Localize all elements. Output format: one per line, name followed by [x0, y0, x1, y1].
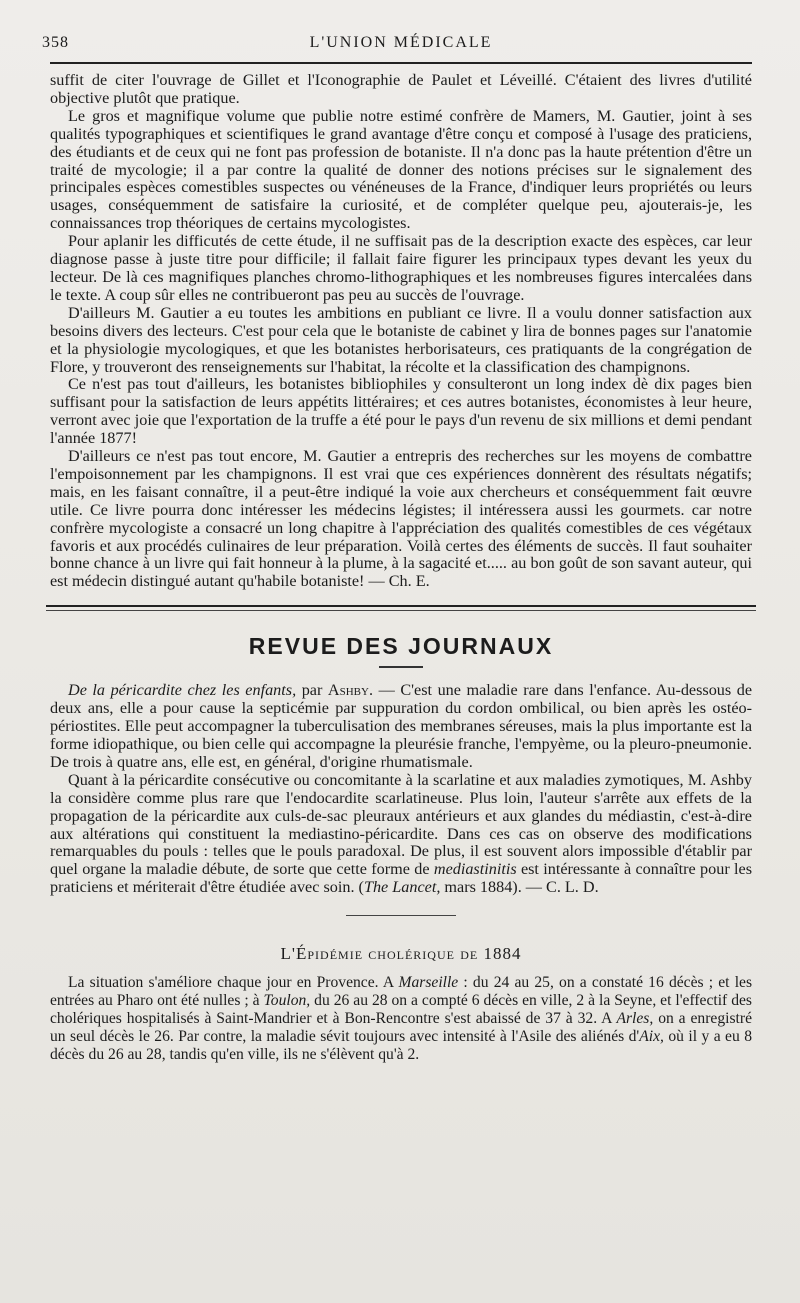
review-paragraph: suffit de citer l'ouvrage de Gillet et l'Iconographie de Paulet et Léveillé. C'étaient des livres d'utilité objective plutôt que pratique. — [50, 71, 752, 107]
review-paragraph: D'ailleurs M. Gautier a eu toutes les ambitions en publiant ce livre. Il a voulu donner satisfaction aux besoins divers des lecteurs. C'est pour cela que le botaniste de cabinet y lira de bonnes pages sur l'anatomie et la physiologie mycologiques, et que les botanistes herborisateurs, ces pratiquants de la congrégation de Flore, y trouveront des renseignements sur l'habitat, la récolte et la classification des champignons. — [50, 303, 752, 376]
review-paragraph: Le gros et magnifique volume que publie notre estimé confrère de Mamers, M. Gautier, joint à ses qualités typographiques et scientifiques le grand avantage d'être conçu et composé à l'usage des praticiens, des étudiants et de ceux qui ne font pas profession de botaniste. Il n'a donc pas la haute prétention d'être un traité de mycologie; il a par contre la qualité de donner des notions précises sur le signalement des principales espèces comestibles suspectes ou vénéneuses de la France, d'indiquer leurs propriétés ou leurs usages, conséquemment de satisfaire la curiosité, et de compléter quelque peu, ajouterais-je, les connaissances trop théoriques de certains mycologistes. — [50, 106, 752, 233]
article-text: est intéressante à connaître pour les praticiens et mériterait d'être étudiée avec soin. ( — [50, 860, 753, 897]
section-heading: REVUE DES JOURNAUX — [248, 633, 554, 660]
city-name: Aix, — [639, 1028, 664, 1046]
page-number: 358 — [42, 34, 69, 51]
city-name: Toulon, — [263, 992, 311, 1010]
city-name: Arles, — [616, 1010, 654, 1028]
article-by: par — [301, 681, 323, 700]
review-paragraph: D'ailleurs ce n'est pas tout encore, M. Gautier a entrepris des recherches sur les moyens de combattre l'empoisonnement par les champignons. Il est vrai que ces expériences donnèrent des résultats négatifs; mais, en les faisant connaître, il a peut-être indiqué la voie aux chercheurs et conséquemment fait œuvre utile. Ce livre pourra donc intéresser les médecins légistes; il intéressera aussi les gourmets. car notre confrère mycologiste a consacré un long chapitre à l'appréciation des qualités comestibles de ces végétaux favoris et aux procédés culinaires de leur préparation. Voilà certes des éléments de succès. Il faut souhaiter bonne chance à un livre qui fait honneur à la plume, à la sagacité et..... au bon goût de son savant auteur, qui est médecin distingué autant qu'habile botaniste! — Ch. E. — [50, 447, 752, 591]
article-term: mediastinitis — [433, 860, 517, 879]
report-paragraph — [50, 974, 752, 1064]
review-paragraph: Pour aplanir les difficutés de cette étude, il ne suffisait pas de la description exacte des espèces, car leur diagnose passe à juste titre pour difficile; il fallait faire figurer les principaux types devant les yeux du lecteur. De là ces magnifiques planches chromo-lithographiques et les nombreuses figures intercalées dans le texte. A coup sûr elles ne contribueront pas peu au succès de l'ouvrage. — [50, 232, 752, 304]
article-intro: — C'est une maladie rare dans l'enfance. Au-dessous de deux ans, elle a pour cause la septicémie par suppuration du cordon ombilical, ou bien après les ostéo-périostites. Elle peut accompagner la tuberculisation des membranes séreuses, mais la plus importante est la forme idiopathique, ou bien celle qui accompagne la pleurésie franche, l'empyème, ou la pleuro-pneumonie. De trois à quatre ans, elle est, en général, d'origine rhumatismale. — [50, 681, 753, 771]
article-signature: mars 1884). — C. L. D. — [444, 878, 599, 897]
epidemic-heading — [50, 944, 752, 964]
report-text: on a enregistré un seul décès le 26. Par contre, la maladie sévit toujours avec intensité à l'Asile des aliénés d' — [50, 1010, 752, 1046]
header-rule — [50, 62, 752, 64]
report-text: où il y a eu 8 décès du 26 au 28, tandis qu'en ville, ils ne s'élèvent qu'à 2. — [50, 1028, 753, 1064]
heading-underline — [379, 666, 423, 668]
report-text: du 26 au 28 on a compté 6 décès en ville, 2 à la Seyne, et l'effectif des cholériques hospitalisés à Saint-Mandrier et à Bon-Rencontre s'est abaissé de 37 à 32. A — [50, 992, 752, 1028]
heading-year: 1884 — [483, 944, 522, 964]
journal-title: L'UNION MÉDICALE — [309, 34, 493, 51]
running-head — [42, 26, 752, 56]
article-title: De la péricardite chez les enfants, — [68, 681, 297, 700]
book-review — [50, 72, 752, 591]
heading-caps: Épidémie cholérique de — [296, 944, 479, 964]
city-name: Marseille — [398, 974, 459, 992]
article-divider — [346, 915, 456, 916]
pericarditis-article — [50, 682, 752, 897]
article-text: Quant à la péricardite consécutive ou concomitante à la scarlatine et aux maladies zymotiques, M. Ashby la considère comme plus rare que l'endocardite scarlatineuse. Plus loin, l'auteur s'arrête aux effets de la propagation de la péricardite aux culs-de-sac pleuraux antérieurs et aux glandes du médiastin, c'est-à-dire aux altérations qui constituent la mediastino-péricardite. Dans ces cas on observe des modifications remarquables du pouls : telles que le pouls paradoxal. De plus, il est souvent alors impossible d'établir par quel organe la maladie débute, de sorte que cette forme de — [50, 770, 752, 879]
report-text: : du 24 au 25, on a constaté 16 décès ; et les entrées au Pharo ont été nulles ; à — [50, 974, 753, 1010]
article-paragraph — [50, 772, 752, 897]
epidemic-report — [50, 974, 752, 1064]
heading-prefix: L' — [280, 944, 296, 964]
article-author: Ashby. — [327, 681, 374, 700]
article-source: The Lancet, — [363, 878, 441, 897]
section-divider — [46, 605, 756, 611]
article-paragraph — [50, 682, 752, 772]
report-text: La situation s'améliore chaque jour en Provence. A — [68, 974, 394, 992]
review-paragraph: Ce n'est pas tout d'ailleurs, les botanistes bibliophiles y consulteront un long index dè dix pages bien suffisant pour la satisfaction de leurs appétits littéraires; et ces autres botanistes, économistes à leur heure, verront avec joie que l'exportation de la truffe a été pour le pays d'un revenu de six millions et demi pendant l'année 1877! — [50, 375, 752, 448]
